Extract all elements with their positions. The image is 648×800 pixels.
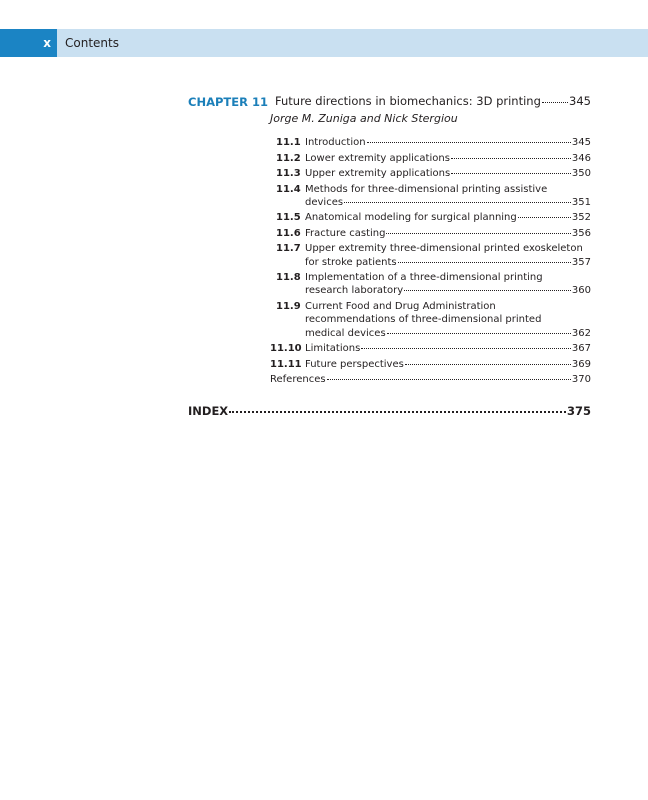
leader-dots <box>229 411 566 413</box>
leader-dots <box>518 217 571 218</box>
leader-dots <box>451 173 571 174</box>
section-number: 11.2 <box>276 152 301 164</box>
section-title-line: Upper extremity three-dimensional printed exoskeleton <box>305 243 583 255</box>
section-number: 11.1 <box>276 137 301 148</box>
section-entry[interactable] <box>305 256 591 269</box>
section-number: 11.4 <box>276 183 301 195</box>
chapter-label: CHAPTER 11 <box>188 95 268 109</box>
section-page: 346 <box>571 152 591 164</box>
leader-dots <box>542 102 568 103</box>
leader-dots <box>398 262 571 263</box>
index-page: 375 <box>566 404 591 418</box>
section-entry[interactable] <box>305 342 591 355</box>
leader-dots <box>361 348 571 349</box>
section-page: 350 <box>571 168 591 179</box>
leader-dots <box>367 142 571 143</box>
leader-dots <box>405 364 571 365</box>
page-number: x <box>0 29 57 57</box>
leader-dots <box>344 202 571 203</box>
leader-dots <box>387 333 571 334</box>
section-page: 362 <box>571 327 591 339</box>
section-page: 351 <box>571 196 591 208</box>
section-title-line: recommendations of three-dimensional printed <box>305 314 542 326</box>
section-number: 11.9 <box>276 300 301 312</box>
section-entry[interactable] <box>305 358 591 371</box>
section-number: 11.11 <box>270 358 302 370</box>
section-title: Fracture casting <box>305 227 386 239</box>
section-page: 369 <box>571 358 591 370</box>
section-entry[interactable] <box>305 211 591 224</box>
section-title-line: Current Food and Drug Administration <box>305 300 496 312</box>
chapter-title-row[interactable] <box>275 95 591 108</box>
section-title: Upper extremity applications <box>305 168 451 179</box>
index-label: INDEX <box>188 404 229 418</box>
section-number: 11.3 <box>276 168 301 179</box>
section-entry[interactable] <box>305 152 591 165</box>
section-title: for stroke patients <box>305 256 397 268</box>
section-title: medical devices <box>305 327 386 339</box>
section-title-line: Implementation of a three-dimensional printing <box>305 272 543 284</box>
section-entry[interactable] <box>305 136 591 149</box>
section-number: 11.6 <box>276 227 301 239</box>
section-title: Anatomical modeling for surgical planning <box>305 212 517 224</box>
leader-dots <box>404 290 571 291</box>
chapter-page: 345 <box>569 94 591 108</box>
section-number: 11.10 <box>270 343 302 354</box>
section-entry[interactable] <box>305 196 591 209</box>
section-title-line: Methods for three-dimensional printing assistive <box>305 183 548 195</box>
section-page: 357 <box>571 256 591 268</box>
section-title: devices <box>305 196 344 208</box>
references-page: 370 <box>571 374 591 385</box>
section-entry[interactable] <box>305 227 591 240</box>
section-number: 11.5 <box>276 212 301 224</box>
section-entry[interactable] <box>305 327 591 340</box>
chapter-authors: Jorge M. Zuniga and Nick Stergiou <box>270 112 458 125</box>
chapter-title: Future directions in biomechanics: 3D printing <box>275 94 541 108</box>
section-page: 345 <box>571 137 591 148</box>
running-title: Contents <box>65 36 119 50</box>
section-page: 352 <box>571 212 591 224</box>
references-label: References <box>270 374 326 385</box>
leader-dots <box>327 379 571 380</box>
section-page: 360 <box>571 285 591 297</box>
section-title: Limitations <box>305 343 361 354</box>
index-row[interactable] <box>188 405 591 418</box>
section-number: 11.7 <box>276 243 301 255</box>
section-title: Lower extremity applications <box>305 152 450 164</box>
section-title: research laboratory <box>305 285 404 297</box>
section-page: 356 <box>571 227 591 239</box>
section-entry[interactable] <box>305 167 591 180</box>
section-entry[interactable] <box>305 284 591 297</box>
running-header <box>0 29 648 57</box>
section-number: 11.8 <box>276 272 301 284</box>
section-title: Future perspectives <box>305 358 404 370</box>
leader-dots <box>386 233 570 234</box>
section-page: 367 <box>571 343 591 354</box>
section-title: Introduction <box>305 137 366 148</box>
references-row[interactable] <box>270 373 591 386</box>
leader-dots <box>451 158 571 159</box>
